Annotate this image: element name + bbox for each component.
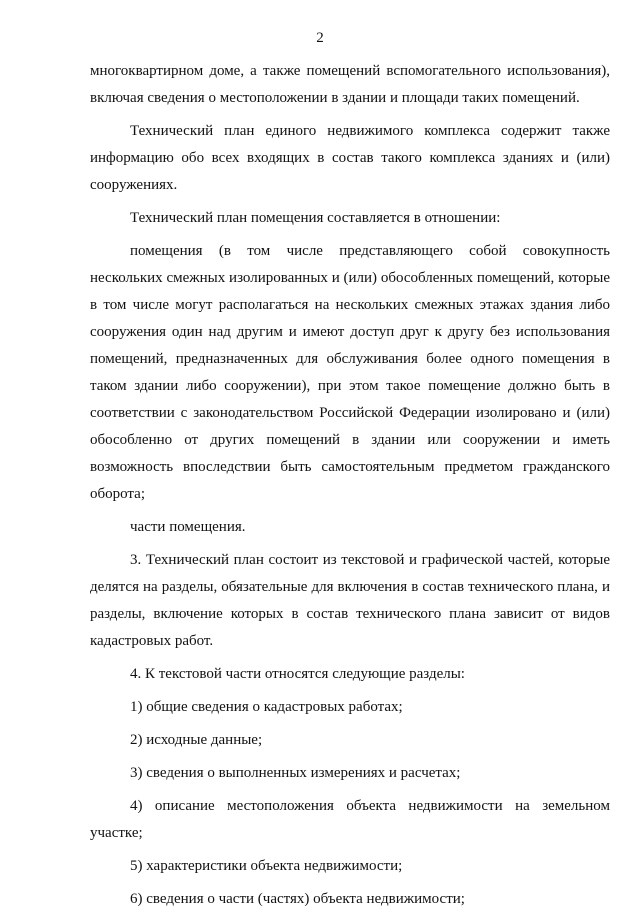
- page-number: 2: [316, 30, 324, 46]
- list-item-4: 4) описание местоположения объекта недвижимости на земельном участке;: [90, 798, 610, 841]
- document-body: [90, 58, 610, 913]
- paragraph-section-3: 3. Технический план состоит из текстовой и графической частей, которые делятся на разделы, обязательные для включения в состав технического плана, и разделы, включение которых в состав технического плана зависит от видов кадастровых работ.: [90, 552, 610, 649]
- paragraph-premises-plan: Технический план помещения составляется в отношении:: [130, 210, 501, 226]
- list-item-3: 3) сведения о выполненных измерениях и расчетах;: [130, 765, 461, 781]
- list-item-6: 6) сведения о части (частях) объекта недвижимости;: [130, 891, 465, 907]
- paragraph-unified-complex: Технический план единого недвижимого комплекса содержит также информацию обо всех входящих в состав такого комплекса зданиях и (или) сооружениях.: [90, 123, 610, 193]
- paragraph-section-4: 4. К текстовой части относятся следующие разделы:: [130, 666, 465, 682]
- list-item-2: 2) исходные данные;: [130, 732, 263, 748]
- paragraph-intro-continuation: многоквартирном доме, а также помещений вспомогательного использования), включая сведения о местоположении в здании и площади таких помещений.: [90, 63, 610, 106]
- paragraph-premises-definition: помещения (в том числе представляющего собой совокупность нескольких смежных изолированных и (или) обособленных помещений, которые в том числе могут располагаться на нескольких смежных этажах здания либо сооружения один над другим и имеют доступ друг к другу без использования помещений, предназначенных для обслуживания более одного помещения в таком здании либо сооружении), при этом такое помещение должно быть в соответствии с законодательством Российской Федерации изолировано и (или) обособленно от других помещений в здании или сооружении и иметь возможность впоследствии быть самостоятельным предметом гражданского оборота;: [90, 243, 610, 502]
- list-item-1: 1) общие сведения о кадастровых работах;: [130, 699, 403, 715]
- list-item-5: 5) характеристики объекта недвижимости;: [130, 858, 403, 874]
- paragraph-premises-part: части помещения.: [130, 519, 246, 535]
